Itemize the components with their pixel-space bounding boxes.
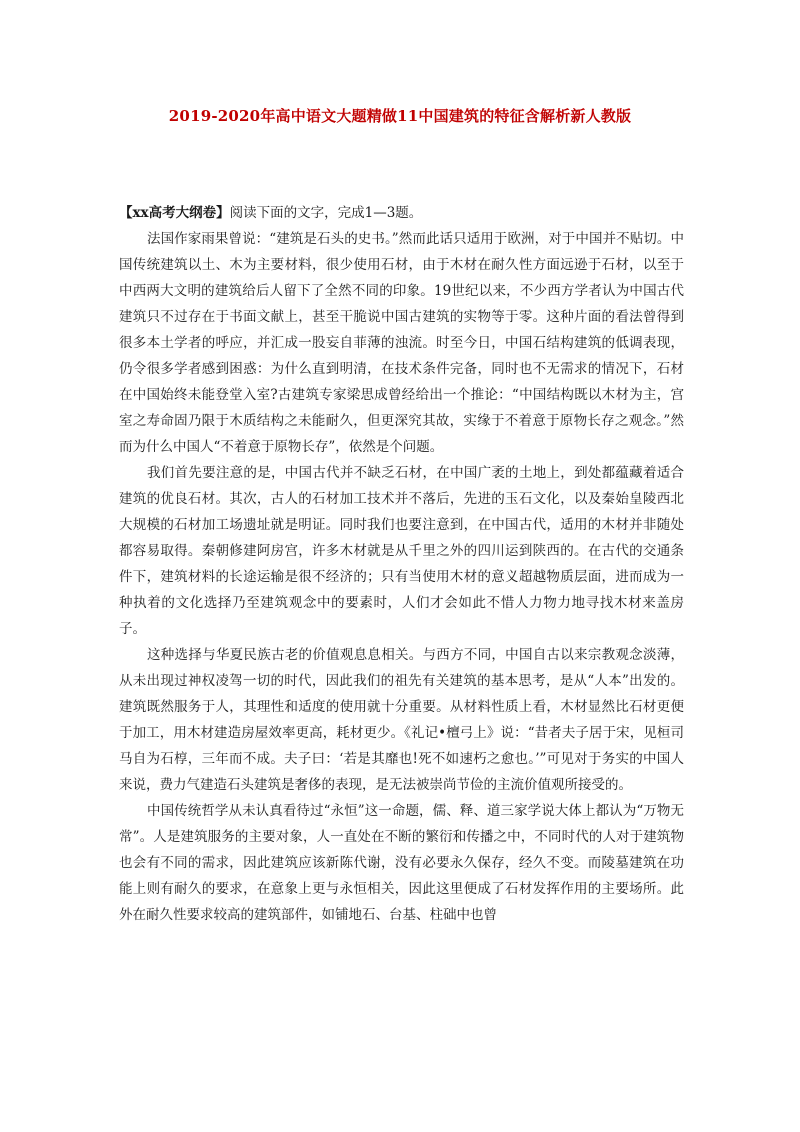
paragraph-3: 这种选择与华夏民族古老的价值观息息相关。与西方不同，中国自古以来宗教观念淡薄，从未出现过神权凌驾一切的时代，因此我们的祖先有关建筑的基本思考，是从“人本”出发的。建筑既然服务于人，其理性和适度的使用就十分重要。从材料性质上看，木材显然比石材更便于加工，用木材建造房屋效率更高，耗材更少。《礼记•檀弓上》说：“昔者夫子居于宋，见桓司马自为石椁，三年而不成。夫子曰：‘若是其靡也!死不如速朽之愈也。’”可见对于务实的中国人来说，费力气建造石头建筑是奢侈的表现，是无法被崇尚节俭的主流价值观所接受的。 [119,647,684,793]
paragraph-4: 中国传统哲学从未认真看待过“永恒”这一命题，儒、释、道三家学说大体上都认为“万物无常”。人是建筑服务的主要对象，人一直处在不断的繁衍和传播之中，不同时代的人对于建筑物也会有不同的需求，因此建筑应该新陈代谢，没有必要永久保存，经久不变。而陵墓建筑在功能上则有耐久的要求，在意象上更与永恒相关，因此这里便成了石材发挥作用的主要场所。此外在耐久性要求较高的建筑部件，如铺地石、台基、柱础中也曾 [119,803,684,923]
document-title: 2019-2020年高中语文大题精做11中国建筑的特征含解析新人教版 [168,107,632,125]
instruction-text: 阅读下面的文字，完成1—3题。 [229,205,423,221]
question-intro [119,200,684,226]
source-label: 【xx高考大纲卷】 [119,205,230,221]
paragraph-2: 我们首先要注意的是，中国古代并不缺乏石材，在中国广袤的土地上，到处都蕴藏着适合建筑的优良石材。其次，古人的石材加工技术并不落后，先进的玉石文化，以及秦始皇陵西北大规模的石材加工场遗址就是明证。同时我们也要注意到，在中国古代，适用的木材并非随处都容易取得。秦朝修建阿房宫，许多木材就是从千里之外的四川运到陕西的。在古代的交通条件下，建筑材料的长途运输是很不经济的；只有当使用木材的意义超越物质层面，进而成为一种执着的文化选择乃至建筑观念中的要素时，人们才会如此不惜人力物力地寻找木材来盖房子。 [119,465,684,637]
document-body [119,200,684,928]
paragraph-1: 法国作家雨果曾说：“建筑是石头的史书。”然而此话只适用于欧洲，对于中国并不贴切。中国传统建筑以土、木为主要材料，很少使用石材，由于木材在耐久性方面远逊于石材，以至于中西两大文明的建筑给后人留下了全然不同的印象。19世纪以来，不少西方学者认为中国古代建筑只不过存在于书面文献上，甚至干脆说中国古建筑的实物等于零。这种片面的看法曾得到很多本土学者的呼应，并汇成一股妄自菲薄的浊流。时至今日，中国石结构建筑的低调表现，仍令很多学者感到困惑：为什么直到明清，在技术条件完备，同时也不无需求的情况下，石材在中国始终未能登堂入室?古建筑专家梁思成曾经给出一个推论：“中国结构既以木材为主，宫室之寿命固乃限于木质结构之未能耐久，但更深究其故，实缘于不着意于原物长存之观念。”然而为什么中国人“不着意于原物长存”，依然是个问题。 [119,231,684,455]
